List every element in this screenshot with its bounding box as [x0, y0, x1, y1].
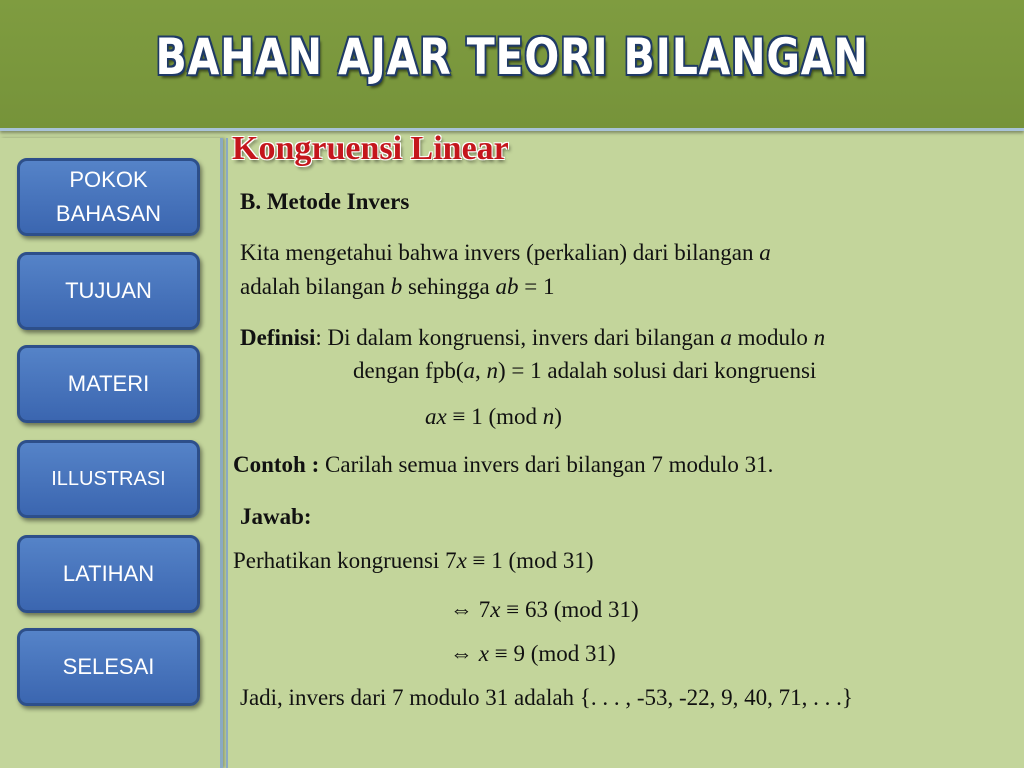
step-1-var-x: x — [456, 548, 467, 573]
congruence-text: ≡ 1 (mod — [446, 404, 543, 429]
nav-pokok-bahasan-button[interactable] — [17, 158, 200, 236]
nav-tujuan-button[interactable] — [17, 252, 200, 330]
nav-selesai-label: SELESAI — [62, 654, 155, 679]
definition-line-1 — [240, 325, 825, 351]
var-b: b — [390, 274, 403, 299]
def-text-post: ) = 1 adalah solusi dari kongruensi — [498, 358, 817, 383]
iff-icon: ⇔ — [450, 641, 473, 666]
intro-text-2: adalah bilangan — [240, 274, 385, 299]
nav-ilustrasi-button[interactable] — [17, 440, 200, 518]
intro-text-1: Kita mengetahui bahwa invers (perkalian) dari bilangan — [240, 240, 754, 265]
var-ab: ab — [495, 274, 519, 299]
nav-pokok-bahasan-label: POKOK BAHASAN — [55, 167, 162, 226]
var-ax: ax — [425, 404, 447, 429]
example-line — [233, 452, 773, 478]
step-2-coef: 7 — [478, 597, 491, 622]
step-2-var-x: x — [490, 597, 501, 622]
definition-line-2 — [353, 358, 816, 384]
step-2-rest: ≡ 63 (mod 31) — [500, 597, 639, 622]
nav-tujuan-label: TUJUAN — [65, 278, 152, 303]
def2-var-n: n — [486, 358, 498, 383]
conclusion: Jadi, invers dari 7 modulo 31 adalah {. . . , -53, -22, 9, 40, 71, . . .} — [240, 685, 853, 710]
congruence-formula — [425, 404, 562, 430]
page-title: BAHAN AJAR TEORI BILANGAN — [155, 28, 869, 86]
modulo-text: modulo — [737, 325, 808, 350]
definition-text-1: : Di dalam kongruensi, invers dari bilangan — [315, 325, 715, 350]
header-bar — [0, 0, 1024, 131]
step-1 — [233, 548, 593, 574]
nav-materi-label: MATERI — [67, 371, 150, 396]
step-1-rest: ≡ 1 (mod 31) — [466, 548, 594, 573]
step-3-var-x: x — [478, 641, 489, 666]
def-text-pre: dengan fpb( — [353, 358, 464, 383]
slide-title: Kongruensi Linear — [232, 130, 509, 167]
def-var-a: a — [720, 325, 732, 350]
nav-ilustrasi-label: ILLUSTRASI — [51, 468, 166, 490]
nav-selesai-button[interactable] — [17, 628, 200, 706]
intro-line-1 — [240, 240, 771, 266]
step-1-text: Perhatikan kongruensi 7 — [233, 548, 457, 573]
answer-label: Jawab: — [240, 504, 312, 529]
congruence-var-n: n — [542, 404, 555, 429]
example-text: Carilah semua invers dari bilangan 7 modulo 31. — [325, 452, 774, 477]
equals-one: = 1 — [524, 274, 555, 299]
step-3-rest: ≡ 9 (mod 31) — [488, 641, 616, 666]
var-a: a — [759, 240, 771, 265]
nav-latihan-label: LATIHAN — [62, 561, 155, 586]
sehingga-text: sehingga — [407, 274, 490, 299]
def-var-n: n — [813, 325, 826, 350]
nav-latihan-button[interactable] — [17, 535, 200, 613]
iff-icon: ⇔ — [450, 597, 473, 622]
nav-materi-button[interactable] — [17, 345, 200, 423]
intro-line-2 — [240, 274, 554, 300]
step-2 — [450, 597, 639, 623]
def2-var-a: a — [463, 358, 475, 383]
step-3 — [450, 641, 616, 667]
definition-label: Definisi — [240, 325, 316, 350]
section-heading: B. Metode Invers — [240, 189, 410, 214]
close-paren: ) — [554, 404, 562, 429]
def-text-mid: , — [475, 358, 487, 383]
example-label: Contoh : — [233, 452, 320, 477]
